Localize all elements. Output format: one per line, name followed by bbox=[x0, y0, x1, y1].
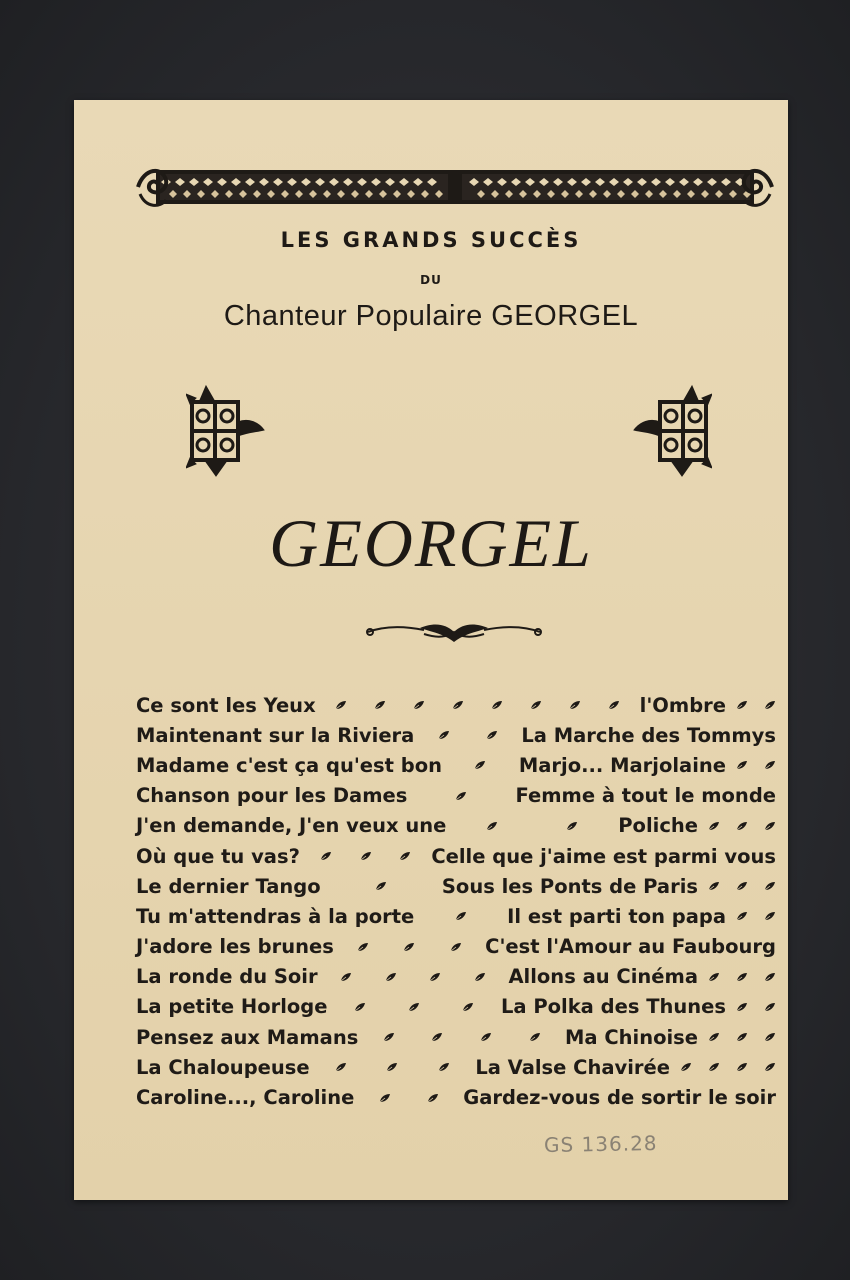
leaf-separator bbox=[414, 730, 521, 740]
song-row bbox=[136, 781, 776, 811]
leaf-icon bbox=[357, 942, 369, 952]
leaf-icon bbox=[764, 1002, 776, 1012]
song-title-right: La Polka des Thunes bbox=[500, 995, 726, 1019]
leaf-icon bbox=[429, 972, 441, 982]
leaf-icon bbox=[455, 911, 467, 921]
leaf-icon bbox=[680, 1062, 692, 1072]
leaf-icon bbox=[764, 821, 776, 831]
song-title-left: Madame c'est ça qu'est bon bbox=[136, 753, 442, 777]
leaf-icon bbox=[379, 1093, 391, 1103]
leaf-icon bbox=[736, 821, 748, 831]
leaf-icon bbox=[354, 1002, 366, 1012]
leaf-trailer bbox=[680, 1062, 776, 1072]
song-title-right: Celle que j'aime est parmi vous bbox=[431, 844, 776, 868]
leaf-trailer bbox=[736, 760, 776, 770]
leaf-icon bbox=[736, 881, 748, 891]
song-title-left: La Chaloupeuse bbox=[136, 1055, 310, 1079]
leaf-icon bbox=[566, 821, 578, 831]
header-subtitle: Chanteur Populaire GEORGEL bbox=[223, 300, 639, 332]
song-row bbox=[136, 932, 776, 962]
leaf-icon bbox=[736, 700, 748, 710]
header-line-2: DU bbox=[420, 273, 442, 287]
song-title-right: La Valse Chavirée bbox=[475, 1055, 670, 1079]
song-row bbox=[136, 841, 776, 871]
leaf-separator bbox=[310, 1062, 476, 1072]
floral-ornament-icon bbox=[630, 382, 712, 478]
leaf-icon bbox=[386, 1062, 398, 1072]
song-row bbox=[136, 811, 776, 841]
leaf-icon bbox=[736, 1062, 748, 1072]
header-line-1: LES GRANDS SUCCÈS bbox=[280, 228, 582, 252]
leaf-icon bbox=[486, 730, 498, 740]
decorative-frieze bbox=[136, 164, 774, 210]
leaf-icon bbox=[320, 851, 332, 861]
leaf-trailer bbox=[736, 700, 776, 710]
song-row bbox=[136, 992, 776, 1022]
song-title-left: Chanson pour les Dames bbox=[136, 784, 408, 808]
leaf-icon bbox=[708, 1032, 720, 1042]
leaf-icon bbox=[708, 881, 720, 891]
archive-pencil-mark: GS 136.28 bbox=[543, 1131, 658, 1157]
song-title-left: Caroline..., Caroline bbox=[136, 1086, 355, 1110]
leaf-icon bbox=[413, 700, 425, 710]
leaf-separator bbox=[414, 911, 507, 921]
leaf-icon bbox=[335, 1062, 347, 1072]
leaf-separator bbox=[300, 851, 431, 861]
song-title-right: Ma Chinoise bbox=[564, 1025, 698, 1049]
song-title-left: Tu m'attendras à la porte bbox=[136, 904, 415, 928]
song-row bbox=[136, 720, 776, 750]
song-title-left: J'en demande, J'en veux une bbox=[136, 814, 447, 838]
song-title-left: Pensez aux Mamans bbox=[136, 1025, 359, 1049]
leaf-separator bbox=[354, 1093, 463, 1103]
song-title-left: Ce sont les Yeux bbox=[136, 693, 316, 717]
song-row bbox=[136, 962, 776, 992]
leaf-icon bbox=[736, 760, 748, 770]
song-title-right: Il est parti ton papa bbox=[507, 904, 726, 928]
leaf-icon bbox=[764, 972, 776, 982]
song-title-left: J'adore les brunes bbox=[136, 935, 334, 959]
program-sheet bbox=[74, 100, 788, 1200]
song-title-left: Où que tu vas? bbox=[136, 844, 300, 868]
leaf-icon bbox=[474, 972, 486, 982]
song-row bbox=[136, 690, 776, 720]
leaf-icon bbox=[764, 700, 776, 710]
leaf-separator bbox=[334, 942, 485, 952]
song-list bbox=[136, 690, 776, 1113]
leaf-icon bbox=[736, 1002, 748, 1012]
leaf-icon bbox=[438, 1062, 450, 1072]
song-row bbox=[136, 750, 776, 780]
leaf-separator bbox=[321, 881, 442, 891]
leaf-icon bbox=[480, 1032, 492, 1042]
scroll-divider-icon bbox=[364, 618, 544, 646]
leaf-separator bbox=[328, 1002, 501, 1012]
song-title-right: Marjo... Marjolaine bbox=[518, 753, 726, 777]
song-title-right: l'Ombre bbox=[639, 693, 726, 717]
leaf-trailer bbox=[708, 972, 776, 982]
leaf-trailer bbox=[708, 1032, 776, 1042]
floral-ornament-icon bbox=[186, 382, 268, 478]
song-row bbox=[136, 871, 776, 901]
leaf-icon bbox=[764, 911, 776, 921]
leaf-icon bbox=[529, 1032, 541, 1042]
leaf-icon bbox=[408, 1002, 420, 1012]
song-title-right: Femme à tout le monde bbox=[515, 784, 776, 808]
leaf-icon bbox=[335, 700, 347, 710]
leaf-icon bbox=[462, 1002, 474, 1012]
leaf-icon bbox=[431, 1032, 443, 1042]
leaf-icon bbox=[455, 791, 467, 801]
leaf-icon bbox=[399, 851, 411, 861]
leaf-icon bbox=[486, 821, 498, 831]
leaf-icon bbox=[736, 911, 748, 921]
leaf-trailer bbox=[736, 1002, 776, 1012]
leaf-icon bbox=[340, 972, 352, 982]
leaf-icon bbox=[530, 700, 542, 710]
leaf-trailer bbox=[708, 881, 776, 891]
song-row bbox=[136, 1082, 776, 1112]
leaf-separator bbox=[407, 791, 515, 801]
leaf-separator bbox=[358, 1032, 565, 1042]
song-title-right: La Marche des Tommys bbox=[521, 723, 776, 747]
song-row bbox=[136, 1022, 776, 1052]
main-title: GEORGEL bbox=[269, 505, 593, 581]
leaf-icon bbox=[374, 700, 386, 710]
leaf-separator bbox=[316, 700, 640, 710]
leaf-icon bbox=[427, 1093, 439, 1103]
song-title-left: Maintenant sur la Riviera bbox=[136, 723, 415, 747]
song-title-right: Gardez-vous de sortir le soir bbox=[463, 1086, 776, 1110]
leaf-icon bbox=[438, 730, 450, 740]
leaf-icon bbox=[764, 881, 776, 891]
leaf-separator bbox=[318, 972, 509, 982]
leaf-trailer bbox=[708, 821, 776, 831]
leaf-icon bbox=[491, 700, 503, 710]
leaf-icon bbox=[474, 760, 486, 770]
leaf-icon bbox=[764, 1032, 776, 1042]
leaf-icon bbox=[708, 972, 720, 982]
song-title-left: La ronde du Soir bbox=[136, 965, 318, 989]
song-row bbox=[136, 1052, 776, 1082]
leaf-icon bbox=[736, 972, 748, 982]
song-title-left: La petite Horloge bbox=[136, 995, 328, 1019]
leaf-icon bbox=[375, 881, 387, 891]
song-row bbox=[136, 901, 776, 931]
leaf-separator bbox=[442, 760, 519, 770]
leaf-icon bbox=[764, 1062, 776, 1072]
song-title-right: Sous les Ponts de Paris bbox=[441, 874, 698, 898]
leaf-icon bbox=[452, 700, 464, 710]
leaf-icon bbox=[385, 972, 397, 982]
leaf-separator bbox=[446, 821, 618, 831]
leaf-icon bbox=[736, 1032, 748, 1042]
leaf-icon bbox=[608, 700, 620, 710]
leaf-icon bbox=[403, 942, 415, 952]
leaf-icon bbox=[569, 700, 581, 710]
leaf-trailer bbox=[736, 911, 776, 921]
song-title-left: Le dernier Tango bbox=[136, 874, 321, 898]
leaf-icon bbox=[450, 942, 462, 952]
song-title-right: Allons au Cinéma bbox=[508, 965, 698, 989]
leaf-icon bbox=[764, 760, 776, 770]
leaf-icon bbox=[383, 1032, 395, 1042]
song-title-right: C'est l'Amour au Faubourg bbox=[485, 935, 776, 959]
leaf-icon bbox=[360, 851, 372, 861]
leaf-icon bbox=[708, 1062, 720, 1072]
song-title-right: Poliche bbox=[618, 814, 698, 838]
leaf-icon bbox=[708, 821, 720, 831]
